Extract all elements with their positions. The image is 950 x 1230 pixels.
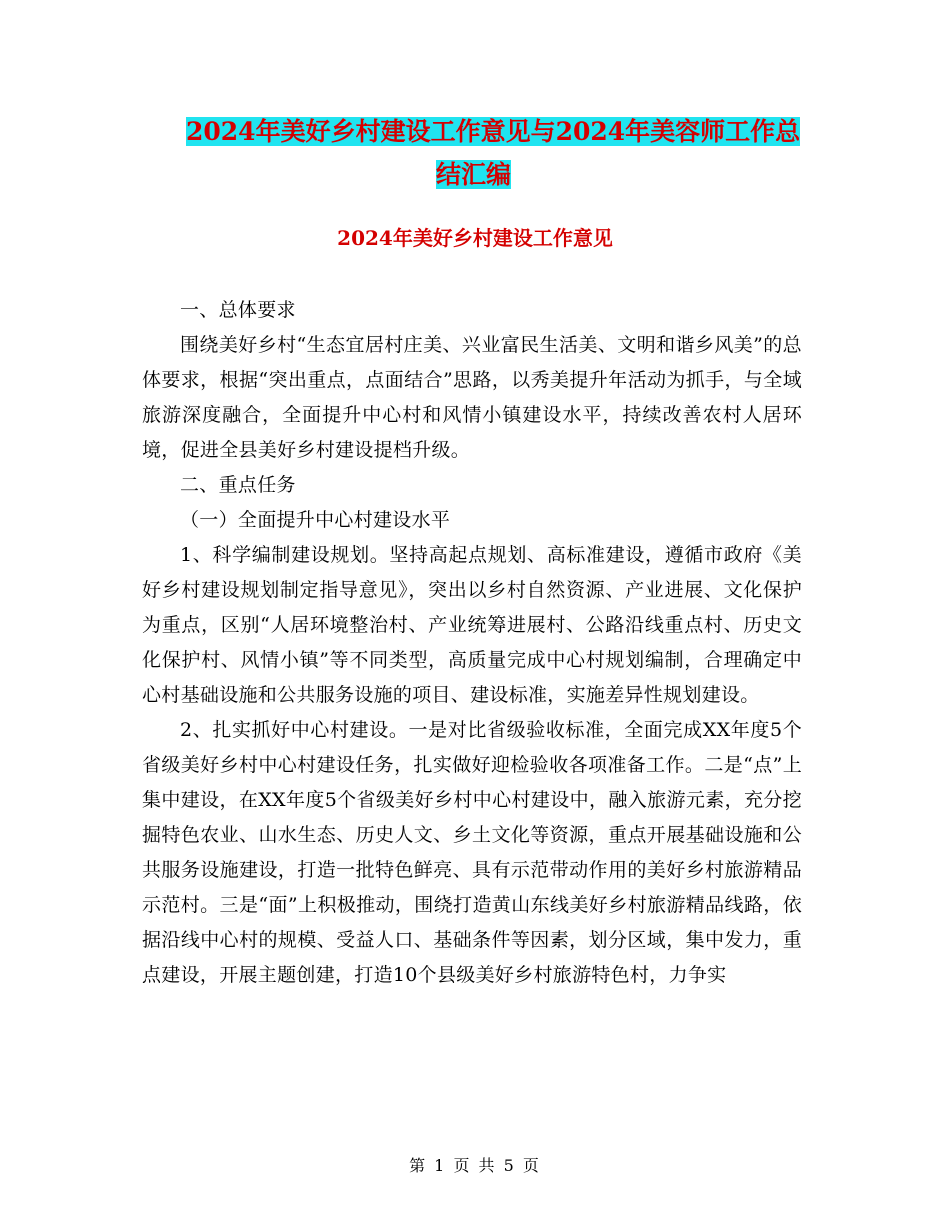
paragraph-construction: 2、扎实抓好中心村建设。一是对比省级验收标准，全面完成XX年度5个省级美好乡村中心村建设任务，扎实做好迎检验收各项准备工作。二是“点”上集中建设，在XX年度5个省级美好乡村中心村建设中，融入旅游元素，充分挖掘特色农业、山水生态、历史人文、乡土文化等资源，重点开展基础设施和公共服务设施建设，打造一批特色鲜亮、具有示范带动作用的美好乡村旅游精品示范村。三是“面”上积极推动，围绕打造黄山东线美好乡村旅游精品线路，依据沿线中心村的规模、受益人口、基础条件等因素，划分区域，集中发力，重点建设，开展主题创建，打造10个县级美好乡村旅游特色村，力争实 bbox=[142, 719, 802, 986]
heading-general-requirements: 一、总体要求 bbox=[180, 299, 296, 321]
subheading-center-village: （一）全面提升中心村建设水平 bbox=[180, 509, 451, 531]
document-title-line2: 结汇编 bbox=[436, 160, 512, 189]
document-title bbox=[186, 110, 826, 196]
section-title: 2024年美好乡村建设工作意见 bbox=[337, 226, 613, 250]
document-title-line1: 2024年美好乡村建设工作意见与2024年美容师工作总 bbox=[186, 117, 801, 146]
page-footer: 第 1 页 共 5 页 bbox=[409, 1156, 541, 1175]
paragraph-general-requirements: 围绕美好乡村“生态宜居村庄美、兴业富民生活美、文明和谐乡风美”的总体要求，根据“突出重点，点面结合”思路，以秀美提升年活动为抓手，与全域旅游深度融合，全面提升中心村和风情小镇建设水平，持续改善农村人居环境，促进全县美好乡村建设提档升级。 bbox=[142, 334, 802, 461]
heading-key-tasks: 二、重点任务 bbox=[180, 474, 296, 496]
document-body bbox=[142, 293, 802, 993]
paragraph-planning: 1、科学编制建设规划。坚持高起点规划、高标准建设，遵循市政府《美好乡村建设规划制定指导意见》，突出以乡村自然资源、产业进展、文化保护为重点，区别“人居环境整治村、产业统筹进展村、公路沿线重点村、历史文化保护村、风情小镇”等不同类型，高质量完成中心村规划编制，合理确定中心村基础设施和公共服务设施的项目、建设标准，实施差异性规划建设。 bbox=[142, 544, 802, 706]
